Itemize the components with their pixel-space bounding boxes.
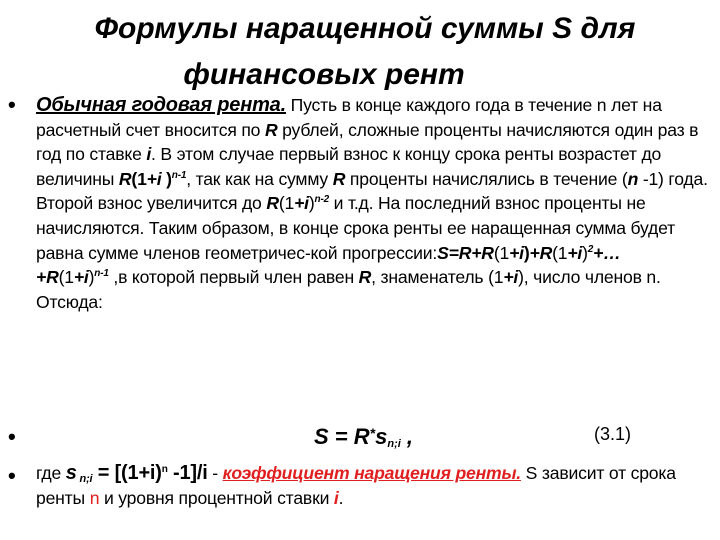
formula-lhs: S = R (314, 424, 370, 449)
formula-part: +R (36, 267, 59, 288)
var-i: i (146, 144, 152, 165)
exponent: n-1 (94, 268, 109, 280)
formula-part: ) (161, 168, 172, 189)
text: ,в которой первый член равен (108, 267, 359, 288)
formula-part: (1 (278, 193, 295, 214)
coefficient-term: коэффициент наращения ренты. (222, 463, 521, 483)
title-line-1: Формулы наращенной суммы S для (94, 12, 636, 45)
paragraph-ordinary-annuity (36, 93, 708, 314)
text: -1) года. Второй взнос увеличится до (36, 168, 708, 214)
formula-part: +i (567, 242, 583, 263)
text: . В этом случае первый взнос к концу срока ренты возрастет до величины (36, 144, 662, 189)
bullet-2: • (8, 424, 16, 449)
text: и уровня процентной ставки (99, 487, 334, 508)
var-R: R (332, 168, 346, 189)
coef-formula-rest: -1]/i (167, 462, 208, 484)
var-R: R (118, 168, 132, 189)
text: S зависит от срока ренты (36, 463, 676, 508)
slide-title (0, 6, 720, 98)
var-R: R (358, 267, 372, 288)
formula-part: +i (294, 193, 309, 214)
var-R: R (266, 193, 279, 214)
multiply-sign: * (369, 425, 376, 441)
bullet-1: • (8, 92, 16, 117)
formula-part: ) (523, 242, 530, 263)
text: рублей, сложные проценты начисляются один раз в год по ставке (36, 119, 699, 165)
exponent: n-2 (314, 194, 329, 206)
formula-part: ) (582, 242, 588, 263)
formula-part: +i (73, 267, 89, 288)
progression-formula: S=R+R (437, 242, 494, 263)
formula-part: ) (308, 193, 315, 214)
formula-part: ) (88, 267, 95, 288)
exponent: 2 (587, 243, 594, 255)
coef-subscript: n;i (76, 473, 93, 485)
bullet-3: • (8, 463, 16, 488)
var-R: R (264, 119, 278, 140)
var-n: n (627, 168, 639, 189)
var-i: i (333, 487, 339, 508)
formula-part: +… (593, 242, 621, 263)
var-n: n (89, 487, 100, 508)
formula-part: (1 (131, 168, 147, 189)
text: , так как на сумму (186, 168, 333, 189)
text: Пусть в конце каждого года в течение n лет на расчетный счет вносится по (36, 95, 662, 140)
exponent: n (161, 464, 168, 475)
formula-part: +i (146, 168, 162, 189)
title-line-2: финансовых рент (183, 58, 465, 91)
formula-comma: , (400, 424, 414, 449)
paragraph-heading: Обычная годовая рента. (36, 94, 286, 116)
paragraph-coefficient (36, 461, 708, 510)
formula-part: (1 (493, 242, 510, 263)
text: - (207, 463, 223, 483)
coef-s: s (65, 462, 77, 484)
coef-formula: = [(1+i) (92, 462, 162, 484)
formula-part: +i (503, 267, 519, 288)
text: ), число членов n. Отсюда: (36, 267, 661, 312)
exponent: n-1 (171, 169, 187, 181)
formula-part: (1 (58, 267, 74, 288)
formula-s: s (375, 424, 388, 449)
text: , знаменатель (1 (371, 267, 504, 288)
text: проценты начислялись в течение ( (345, 168, 628, 189)
text: и т.д. На последний взнос проценты не начисляются. Таким образом, в конце срока ренты ее наращенная сумма будет равна сумме членов геометричес-кой прогрессии: (36, 193, 675, 263)
text: . (338, 487, 344, 508)
text: где (36, 463, 66, 483)
formula-subscript: n;i (387, 438, 401, 450)
formula-part: (1 (552, 242, 568, 263)
formula-part: +R (529, 242, 553, 263)
formula-3-1 (314, 424, 413, 450)
equation-number: (3.1) (594, 424, 632, 444)
formula-part: +i (509, 242, 524, 263)
